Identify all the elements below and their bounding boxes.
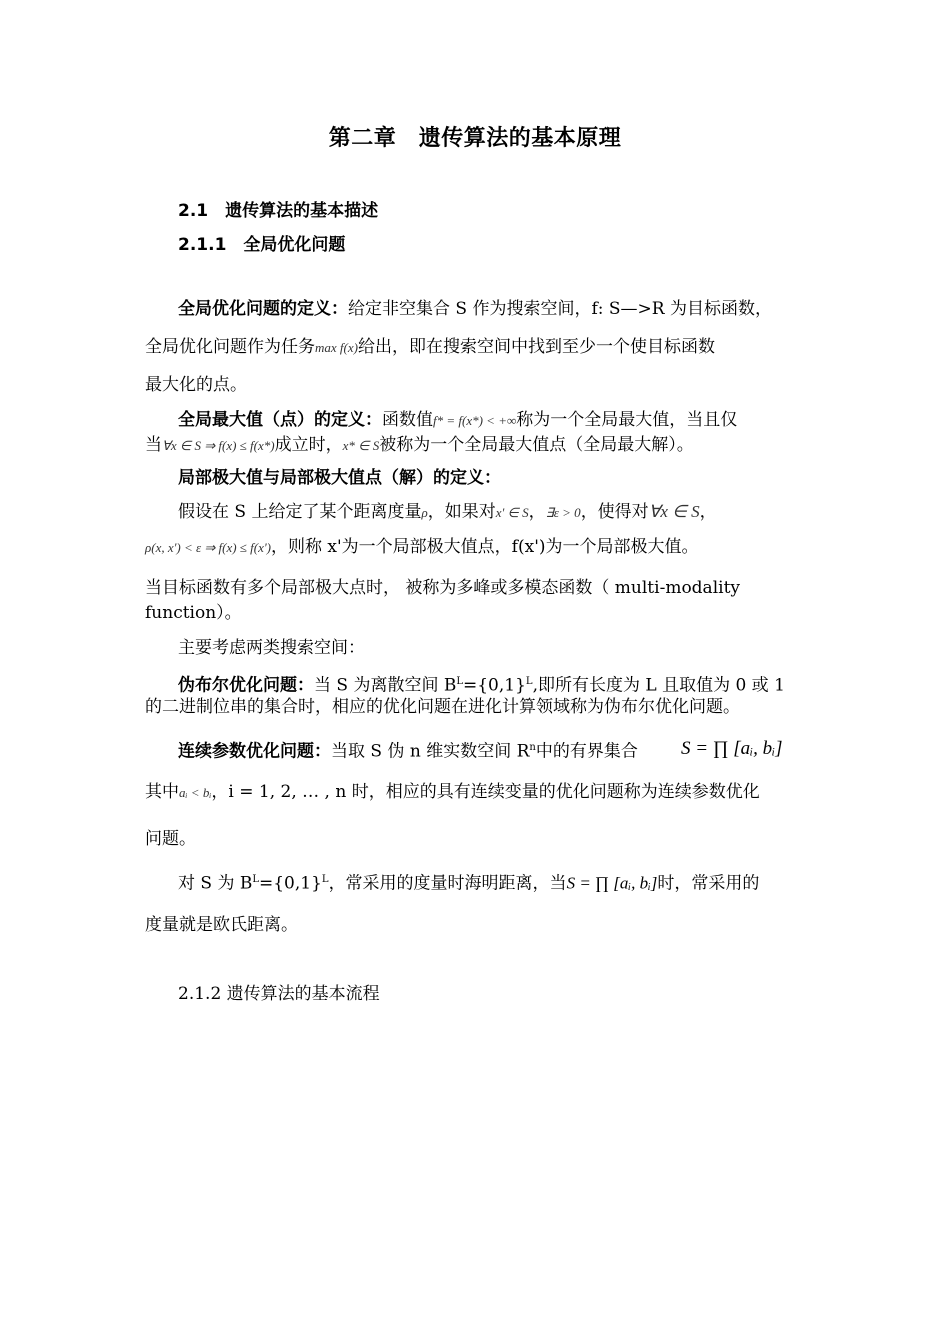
def1-label: 全局优化问题的定义： (178, 299, 348, 319)
cont-label: 连续参数优化问题： (178, 741, 331, 762)
def3-label: 局部极大值与局部极大值点（解）的定义： (178, 468, 501, 488)
cont-line2: 其中aᵢ < bᵢ，i = 1, 2, … , n 时，相应的具有连续变量的优化问题称为连续参数优化 (145, 782, 760, 802)
next-section-heading: 2.1.2 遗传算法的基本流程 (178, 984, 380, 1004)
def3-line3: 当目标函数有多个局部极大点时， 被称为多峰或多模态函数（ multi-modality (145, 578, 741, 598)
metric-line1: 对 S 为 $B^L=\{0,1\}^L$，常采用的度量时海明距离，当S = ∏ [aᵢ, bᵢ]时，常采用的 (178, 873, 760, 894)
section-heading: 2.1 遗传算法的基本描述 (178, 201, 379, 221)
pseudo-label: 伪布尔优化问题： (178, 675, 314, 696)
search-spaces-intro: 主要考虑两类搜索空间： (178, 638, 365, 658)
subsection-heading: 2.1.1 全局优化问题 (178, 235, 346, 255)
metric-line2: 度量就是欧氏距离。 (145, 915, 298, 935)
pseudo-line1: 伪布尔优化问题：当 S 为离散空间 $B^L=\{0,1\}^L$,即所有长度为 L 且取值为 0 或 1 (178, 675, 785, 696)
cont-line3: 问题。 (145, 829, 196, 849)
def1-line3: 最大化的点。 (145, 375, 247, 395)
product-formula: S = ∏ [aᵢ, bᵢ] (681, 738, 783, 759)
max-formula: max f(x) (315, 340, 358, 355)
def2-line1: 全局最大值（点）的定义：函数值f* = f(x*) < +∞称为一个全局最大值，当且仅 (178, 410, 738, 430)
pseudo-line2: 的二进制位串的集合时，相应的优化问题在进化计算领域称为伪布尔优化问题。 (145, 697, 740, 717)
def2-line2: 当∀x ∈ S ⇒ f(x) ≤ f(x*)成立时，x* ∈ S被称为一个全局最大值点（全局最大解）。 (145, 435, 694, 455)
def3-line1: 假设在 S 上给定了某个距离度量ρ，如果对x' ∈ S，∃ε > 0，使得对∀x ∈ S， (178, 502, 717, 522)
def3-line4: function）。 (145, 603, 242, 623)
def2-label: 全局最大值（点）的定义： (178, 410, 382, 430)
chapter-title: 第二章 遗传算法的基本原理 (328, 126, 622, 151)
def1-line2: 全局优化问题作为任务max f(x)给出，即在搜索空间中找到至少一个使目标函数 (145, 337, 715, 357)
cont-line1: 连续参数优化问题：当取 S 伪 n 维实数空间 $R^n$中的有界集合 (178, 741, 638, 762)
def1-line1: 全局优化问题的定义：给定非空集合 S 作为搜索空间，f: S—>R 为目标函数， (178, 299, 772, 319)
def3-line2: ρ(x, x') < ε ⇒ f(x) ≤ f(x')，则称 x'为一个局部极大值点，f(x')为一个局部极大值。 (145, 537, 699, 557)
